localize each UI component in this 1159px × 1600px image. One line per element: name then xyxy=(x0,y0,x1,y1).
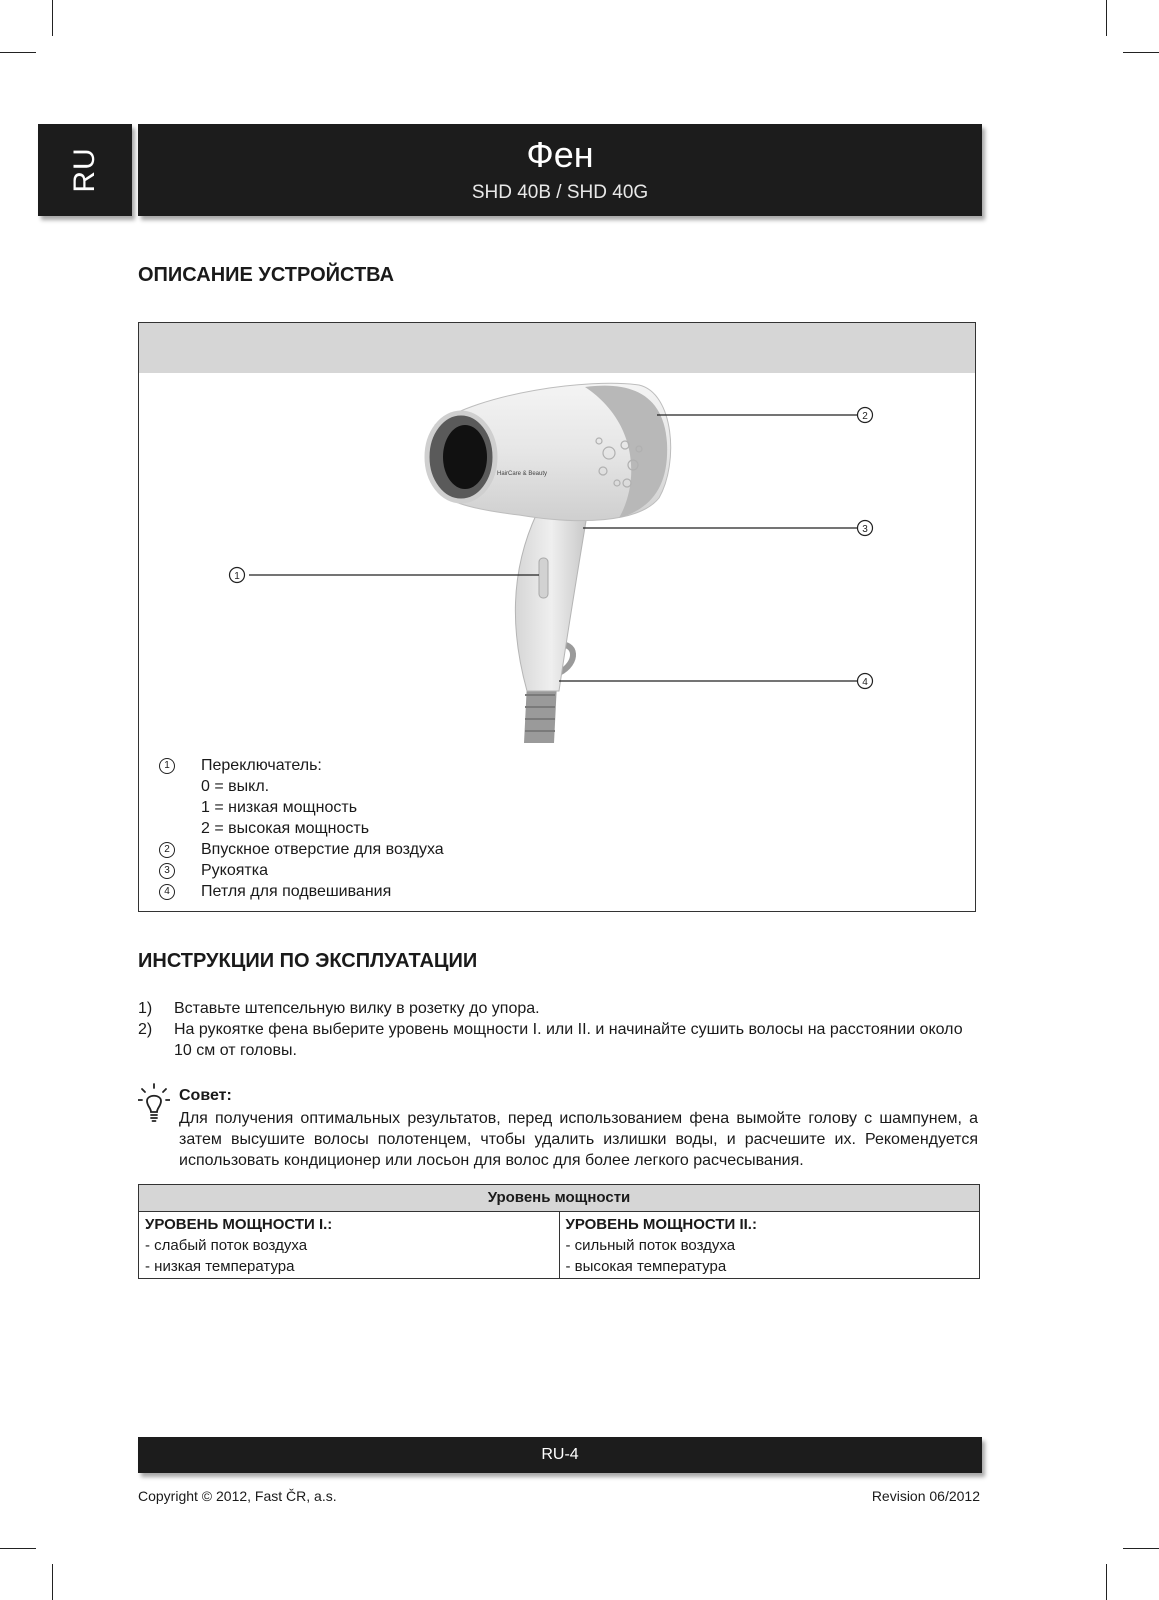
instruction-item xyxy=(138,998,980,1019)
callout-1 xyxy=(230,568,245,583)
crop-mark xyxy=(1106,0,1107,36)
legend-text: 1 = низкая мощность xyxy=(201,799,358,816)
callout-1-label: 1 xyxy=(234,571,240,582)
legend-text: Впускное отверстие для воздуха xyxy=(201,841,444,858)
legend-number: 1 xyxy=(159,758,175,774)
legend-text: Рукоятка xyxy=(201,862,268,879)
language-tab xyxy=(38,124,132,216)
callout-2-label: 2 xyxy=(862,411,868,422)
hair-dryer-diagram xyxy=(139,373,975,753)
crop-mark xyxy=(52,0,53,36)
power-switch xyxy=(539,558,548,598)
power-level-table xyxy=(138,1184,980,1279)
callout-3-label: 3 xyxy=(862,524,868,535)
tip-title: Совет: xyxy=(179,1087,232,1104)
legend-item xyxy=(159,797,444,818)
legend-text: 0 = выкл. xyxy=(201,778,270,795)
crop-mark xyxy=(1123,52,1159,53)
header-bar xyxy=(138,124,982,216)
table-header: Уровень мощности xyxy=(139,1185,979,1212)
instruction-text: Вставьте штепсельную вилку в розетку до упора. xyxy=(174,1000,540,1017)
instruction-text: На рукоятке фена выберите уровень мощности I. или II. и начинайте сушить волосы на расстоянии около 10 см от головы. xyxy=(174,1021,963,1059)
instructions-heading: ИНСТРУКЦИИ ПО ЭКСПЛУАТАЦИИ xyxy=(138,950,478,972)
callout-4-label: 4 xyxy=(862,677,868,688)
model-subtitle: SHD 40B / SHD 40G xyxy=(471,182,649,203)
crop-mark xyxy=(1123,1548,1159,1549)
legend-text: Петля для подвешивания xyxy=(201,883,392,900)
legend-item xyxy=(159,776,444,797)
brand-logo: HairCare & Beauty xyxy=(497,471,548,477)
parts-legend xyxy=(159,755,444,902)
power-level-1-line: - слабый поток воздуха xyxy=(145,1237,308,1254)
power-level-1-cell xyxy=(139,1212,559,1278)
description-heading: ОПИСАНИЕ УСТРОЙСТВА xyxy=(138,264,395,286)
legend-number: 3 xyxy=(159,863,175,879)
legend-number xyxy=(159,800,175,816)
page-number-bar xyxy=(138,1437,982,1473)
legend-text: 2 = высокая мощность xyxy=(201,820,370,837)
power-level-2-cell xyxy=(559,1212,980,1278)
callout-4 xyxy=(858,674,873,689)
handle xyxy=(515,513,587,691)
power-level-2-line: - высокая температура xyxy=(565,1258,727,1275)
description-box xyxy=(138,322,976,912)
power-level-1-line: - низкая температура xyxy=(145,1258,295,1275)
power-level-2-line: - сильный поток воздуха xyxy=(565,1237,736,1254)
legend-number xyxy=(159,821,175,837)
page-title: Фен xyxy=(526,134,594,175)
callout-2 xyxy=(858,408,873,423)
legend-item xyxy=(159,839,444,860)
legend-item xyxy=(159,755,444,776)
legend-item xyxy=(159,860,444,881)
power-level-1-title: УРОВЕНЬ МОЩНОСТИ I.: xyxy=(145,1216,333,1233)
copyright: Copyright © 2012, Fast ČR, a.s. xyxy=(138,1488,337,1504)
crop-mark xyxy=(52,1564,53,1600)
instruction-item xyxy=(138,1019,980,1061)
legend-number: 4 xyxy=(159,884,175,900)
instructions-list xyxy=(138,998,980,1061)
crop-mark xyxy=(0,1548,36,1549)
crop-mark xyxy=(1106,1564,1107,1600)
lightbulb-icon xyxy=(138,1083,170,1123)
legend-text: Переключатель: xyxy=(201,757,322,774)
page-number: RU-4 xyxy=(541,1446,579,1463)
power-level-2-title: УРОВЕНЬ МОЩНОСТИ II.: xyxy=(565,1216,757,1233)
description-band xyxy=(139,323,975,373)
instruction-number: 1) xyxy=(138,1000,153,1017)
crop-mark xyxy=(0,52,36,53)
tip-text: Для получения оптимальных результатов, перед использованием фена вымойте голову с шампунем, а затем высушите волосы полотенцем, чтобы удалить излишки воды, и расчешите их. Рекомендуется использовать кондиционер или лосьон для волос для более легкого расчесывания. xyxy=(179,1110,978,1169)
callout-3 xyxy=(858,521,873,536)
cord-boot xyxy=(524,683,557,743)
instruction-number: 2) xyxy=(138,1021,153,1038)
legend-item xyxy=(159,818,444,839)
language-code: RU xyxy=(68,147,101,193)
legend-number xyxy=(159,779,175,795)
legend-item xyxy=(159,881,444,902)
revision: Revision 06/2012 xyxy=(871,1488,980,1504)
legend-number: 2 xyxy=(159,842,175,858)
